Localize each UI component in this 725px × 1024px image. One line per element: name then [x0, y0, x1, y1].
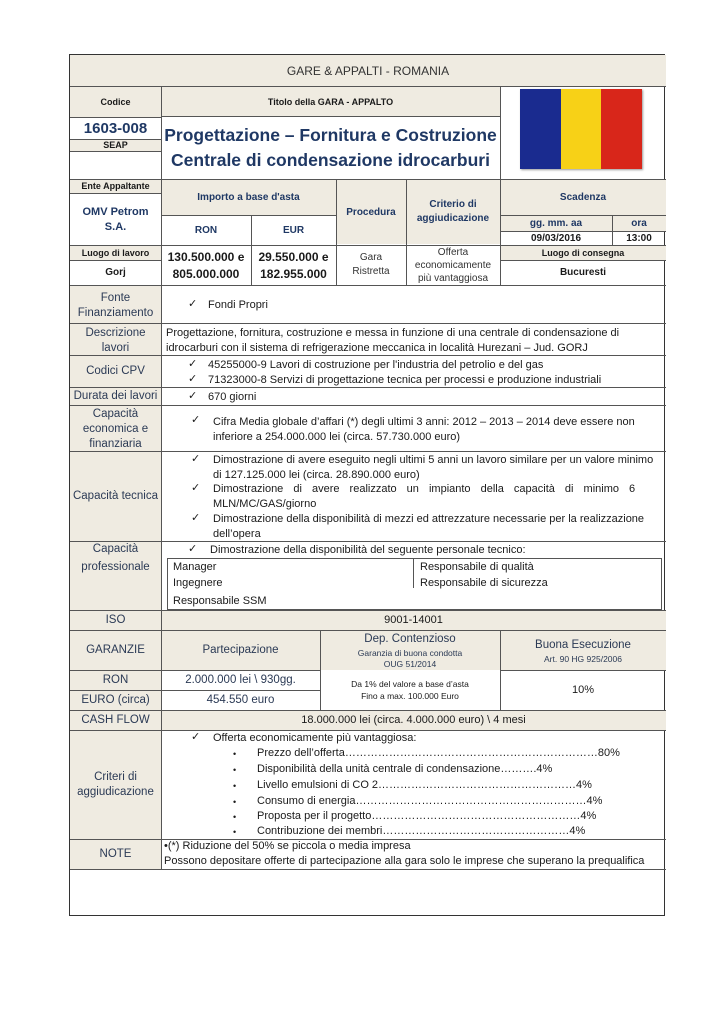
check-icon: ✓: [188, 543, 198, 555]
note-label: NOTE: [99, 848, 132, 860]
romania-flag-icon: [520, 89, 642, 169]
criterio-label-line2: aggiudicazione: [416, 212, 490, 224]
personale-qualita: Responsabile di qualità: [420, 561, 534, 573]
garanzie-label: GARANZIE: [86, 644, 145, 656]
personale-sicurezza: Responsabile di sicurezza: [420, 577, 548, 589]
descrizione-label-line2: lavori: [101, 342, 130, 354]
garanzie-dep-line1: Dep. Contenzioso: [364, 633, 456, 645]
cap-tec-item2-line1: Dimostrazione di avere realizzato un impianto della capacità di minimo 6: [213, 483, 636, 495]
ente-value-line1: OMV Petrom: [82, 206, 149, 218]
luogo-consegna-label: Luogo di consegna: [541, 248, 625, 258]
importo-eur-line2: 182.955.000: [260, 266, 327, 281]
check-icon: ✓: [191, 482, 201, 494]
descrizione-line1: Progettazione, fornitura, costruzione e messa in funzione di una centrale di condensazione di: [166, 327, 620, 339]
garanzie-dep-line3: OUG 51/2014: [383, 658, 437, 669]
importo-ron-line1: 130.500.000 e: [167, 249, 245, 264]
cpv-label: Codici CPV: [86, 365, 145, 377]
bullet-icon: •: [233, 797, 237, 807]
cap-tec-label: Capacità tecnica: [72, 490, 159, 502]
criterio-value-line2: economicamente: [414, 259, 492, 271]
fonte-label-line1: Fonte: [100, 292, 131, 304]
check-icon: ✓: [191, 414, 201, 426]
luogo-lavoro-label: Luogo di lavoro: [81, 248, 150, 258]
scadenza-date: 09/03/2016: [530, 232, 582, 244]
criterio-value-line1: Offerta: [437, 246, 469, 258]
criterio-membri: Contribuzione dei membri……………………………………………4%: [257, 825, 586, 837]
ron-row-label: RON: [102, 674, 129, 686]
check-icon: ✓: [188, 358, 198, 370]
garanzie-buona-line1: Buona Esecuzione: [535, 639, 631, 651]
tender-sheet: [69, 54, 665, 916]
criterio-label-line1: Criterio di: [429, 198, 477, 210]
personale-manager: Manager: [173, 561, 217, 573]
luogo-lavoro-value: Gorj: [105, 267, 126, 278]
cpv-item-1: 45255000-9 Lavori di costruzione per l'industria del petrolio e del gas: [208, 359, 544, 371]
procedura-value-line1: Gara: [359, 251, 383, 263]
cap-prof-label-line1: Capacità: [92, 543, 139, 555]
check-icon: ✓: [188, 298, 198, 310]
cashflow-value: 18.000.000 lei (circa. 4.000.000 euro) \ 4 mesi: [301, 714, 526, 726]
cap-econ-label-line1: Capacità: [92, 408, 139, 420]
personale-ssm: Responsabile SSM: [173, 595, 267, 607]
personale-ingegnere: Ingegnere: [173, 577, 223, 589]
garanzie-dep-line2: Garanzia di buona condotta: [357, 647, 463, 658]
bullet-icon: •: [233, 781, 237, 791]
cashflow-label: CASH FLOW: [81, 714, 150, 726]
note-line2: Possono depositare offerte di partecipazione alla gara solo le imprese che superano la prequalifica: [164, 855, 645, 867]
bullet-icon: •: [233, 765, 237, 775]
criterio-disponibilita: Disponibilità della unità centrale di condensazione……….4%: [257, 763, 553, 775]
fonte-item: Fondi Propri: [208, 299, 268, 311]
dep-value-line1: Da 1% del valore a base d’asta: [351, 679, 469, 689]
criterio-progetto: Proposta per il progetto…………………………………………………4%: [257, 810, 597, 822]
criteri-head: Offerta economicamente più vantaggiosa:: [213, 732, 417, 744]
cap-econ-line2: inferiore a 254.000.000 lei (circa. 57.730.000 euro): [213, 431, 461, 443]
cap-econ-label-line2: economica e: [82, 423, 149, 435]
importo-eur-line1: 29.550.000 e: [258, 249, 329, 264]
note-line1: •(*) Riduzione del 50% se piccola o media impresa: [164, 840, 411, 852]
buona-value: 10%: [571, 684, 595, 696]
titolo-label: Titolo della GARA - APPALTO: [267, 96, 394, 107]
scadenza-date-label: gg. mm. aa: [529, 217, 583, 229]
durata-label: Durata dei lavori: [73, 390, 158, 402]
cap-econ-line1: Cifra Media globale d’affari (*) degli ultimi 3 anni: 2012 – 2013 – 2014 deve essere non: [213, 416, 635, 428]
codice-label: Codice: [100, 96, 131, 107]
bullet-icon: •: [233, 812, 237, 822]
scadenza-time: 13:00: [626, 232, 652, 244]
page-title: GARE & APPALTI - ROMANIA: [286, 63, 450, 78]
eur-column-label: EUR: [282, 224, 305, 236]
dep-value-line2: Fino a max. 100.000 Euro: [361, 691, 459, 701]
criterio-prezzo: Prezzo dell’offerta……………………………………………………………80%: [257, 747, 620, 759]
descrizione-line2: idrocarburi con il sistema di refrigerazione meccanica in località Hurezani – Jud. GORJ: [166, 342, 588, 354]
cpv-item-2: 71323000-8 Servizi di progettazione tecnica per processi e produzione industriali: [208, 374, 602, 386]
seap-label: SEAP: [103, 140, 128, 150]
check-icon: ✓: [191, 453, 201, 465]
ente-label: Ente Appaltante: [81, 181, 150, 191]
cap-econ-label-line3: finanziaria: [89, 438, 142, 450]
codice-value: 1603-008: [83, 119, 148, 137]
euro-row-value: 454.550 euro: [206, 694, 275, 706]
criterio-energia: Consumo di energia………………………………………………………4%: [257, 795, 603, 807]
cap-tec-item1-line2: di 127.125.000 lei (circa. 28.890.000 euro): [213, 469, 420, 481]
cap-tec-item2-line2: MLN/MC/GAS/giorno: [213, 498, 317, 510]
procedura-value-line2: Ristretta: [352, 265, 390, 277]
cap-tec-item3-line1: Dimostrazione della disponibilità di mezzi ed attrezzature necessarie per la realizzazione: [213, 513, 645, 525]
cap-tec-item3-line2: dell’opera: [213, 528, 261, 540]
check-icon: ✓: [191, 731, 201, 743]
durata-value: 670 giorni: [208, 391, 257, 403]
cap-prof-label-line2: professionale: [81, 561, 150, 573]
fonte-label-line2: Finanziamento: [77, 307, 154, 319]
scadenza-label: Scadenza: [559, 191, 607, 203]
ente-value-line2: S.A.: [104, 221, 127, 233]
importo-label: Importo a base d'asta: [197, 191, 300, 203]
criterio-emulsioni: Livello emulsioni di CO 2………………………………………………4%: [257, 779, 592, 791]
iso-value: 9001-14001: [384, 614, 443, 626]
check-icon: ✓: [188, 390, 198, 402]
titolo-line1: Progettazione – Fornitura e Costruzione: [164, 124, 497, 145]
descrizione-label-line1: Descrizione: [85, 327, 146, 339]
scadenza-time-label: ora: [631, 217, 647, 229]
garanzie-buona-line2: Art. 90 HG 925/2006: [544, 653, 622, 664]
procedura-label: Procedura: [346, 206, 396, 218]
euro-row-label: EURO (circa): [81, 694, 150, 706]
garanzie-partecipazione: Partecipazione: [202, 644, 279, 656]
ron-column-label: RON: [194, 224, 218, 236]
bullet-icon: •: [233, 827, 237, 837]
criteri-label-line1: Criteri di: [94, 771, 137, 783]
luogo-consegna-value: Bucuresti: [559, 267, 607, 278]
criterio-value-line3: più vantaggiosa: [417, 272, 489, 284]
iso-label: ISO: [105, 614, 126, 626]
criteri-label-line2: aggiudicazione: [77, 786, 154, 798]
cap-prof-item: Dimostrazione della disponibilità del seguente personale tecnico:: [210, 544, 526, 556]
cap-tec-item1-line1: Dimostrazione di avere eseguito negli ultimi 5 anni un lavoro similare per un valore minimo: [213, 454, 654, 466]
importo-ron-line2: 805.000.000: [172, 266, 240, 281]
bullet-icon: •: [233, 749, 237, 759]
check-icon: ✓: [191, 512, 201, 524]
titolo-line2: Centrale di condensazione idrocarburi: [171, 149, 490, 170]
check-icon: ✓: [188, 373, 198, 385]
ron-row-value: 2.000.000 lei \ 930gg.: [185, 674, 296, 686]
